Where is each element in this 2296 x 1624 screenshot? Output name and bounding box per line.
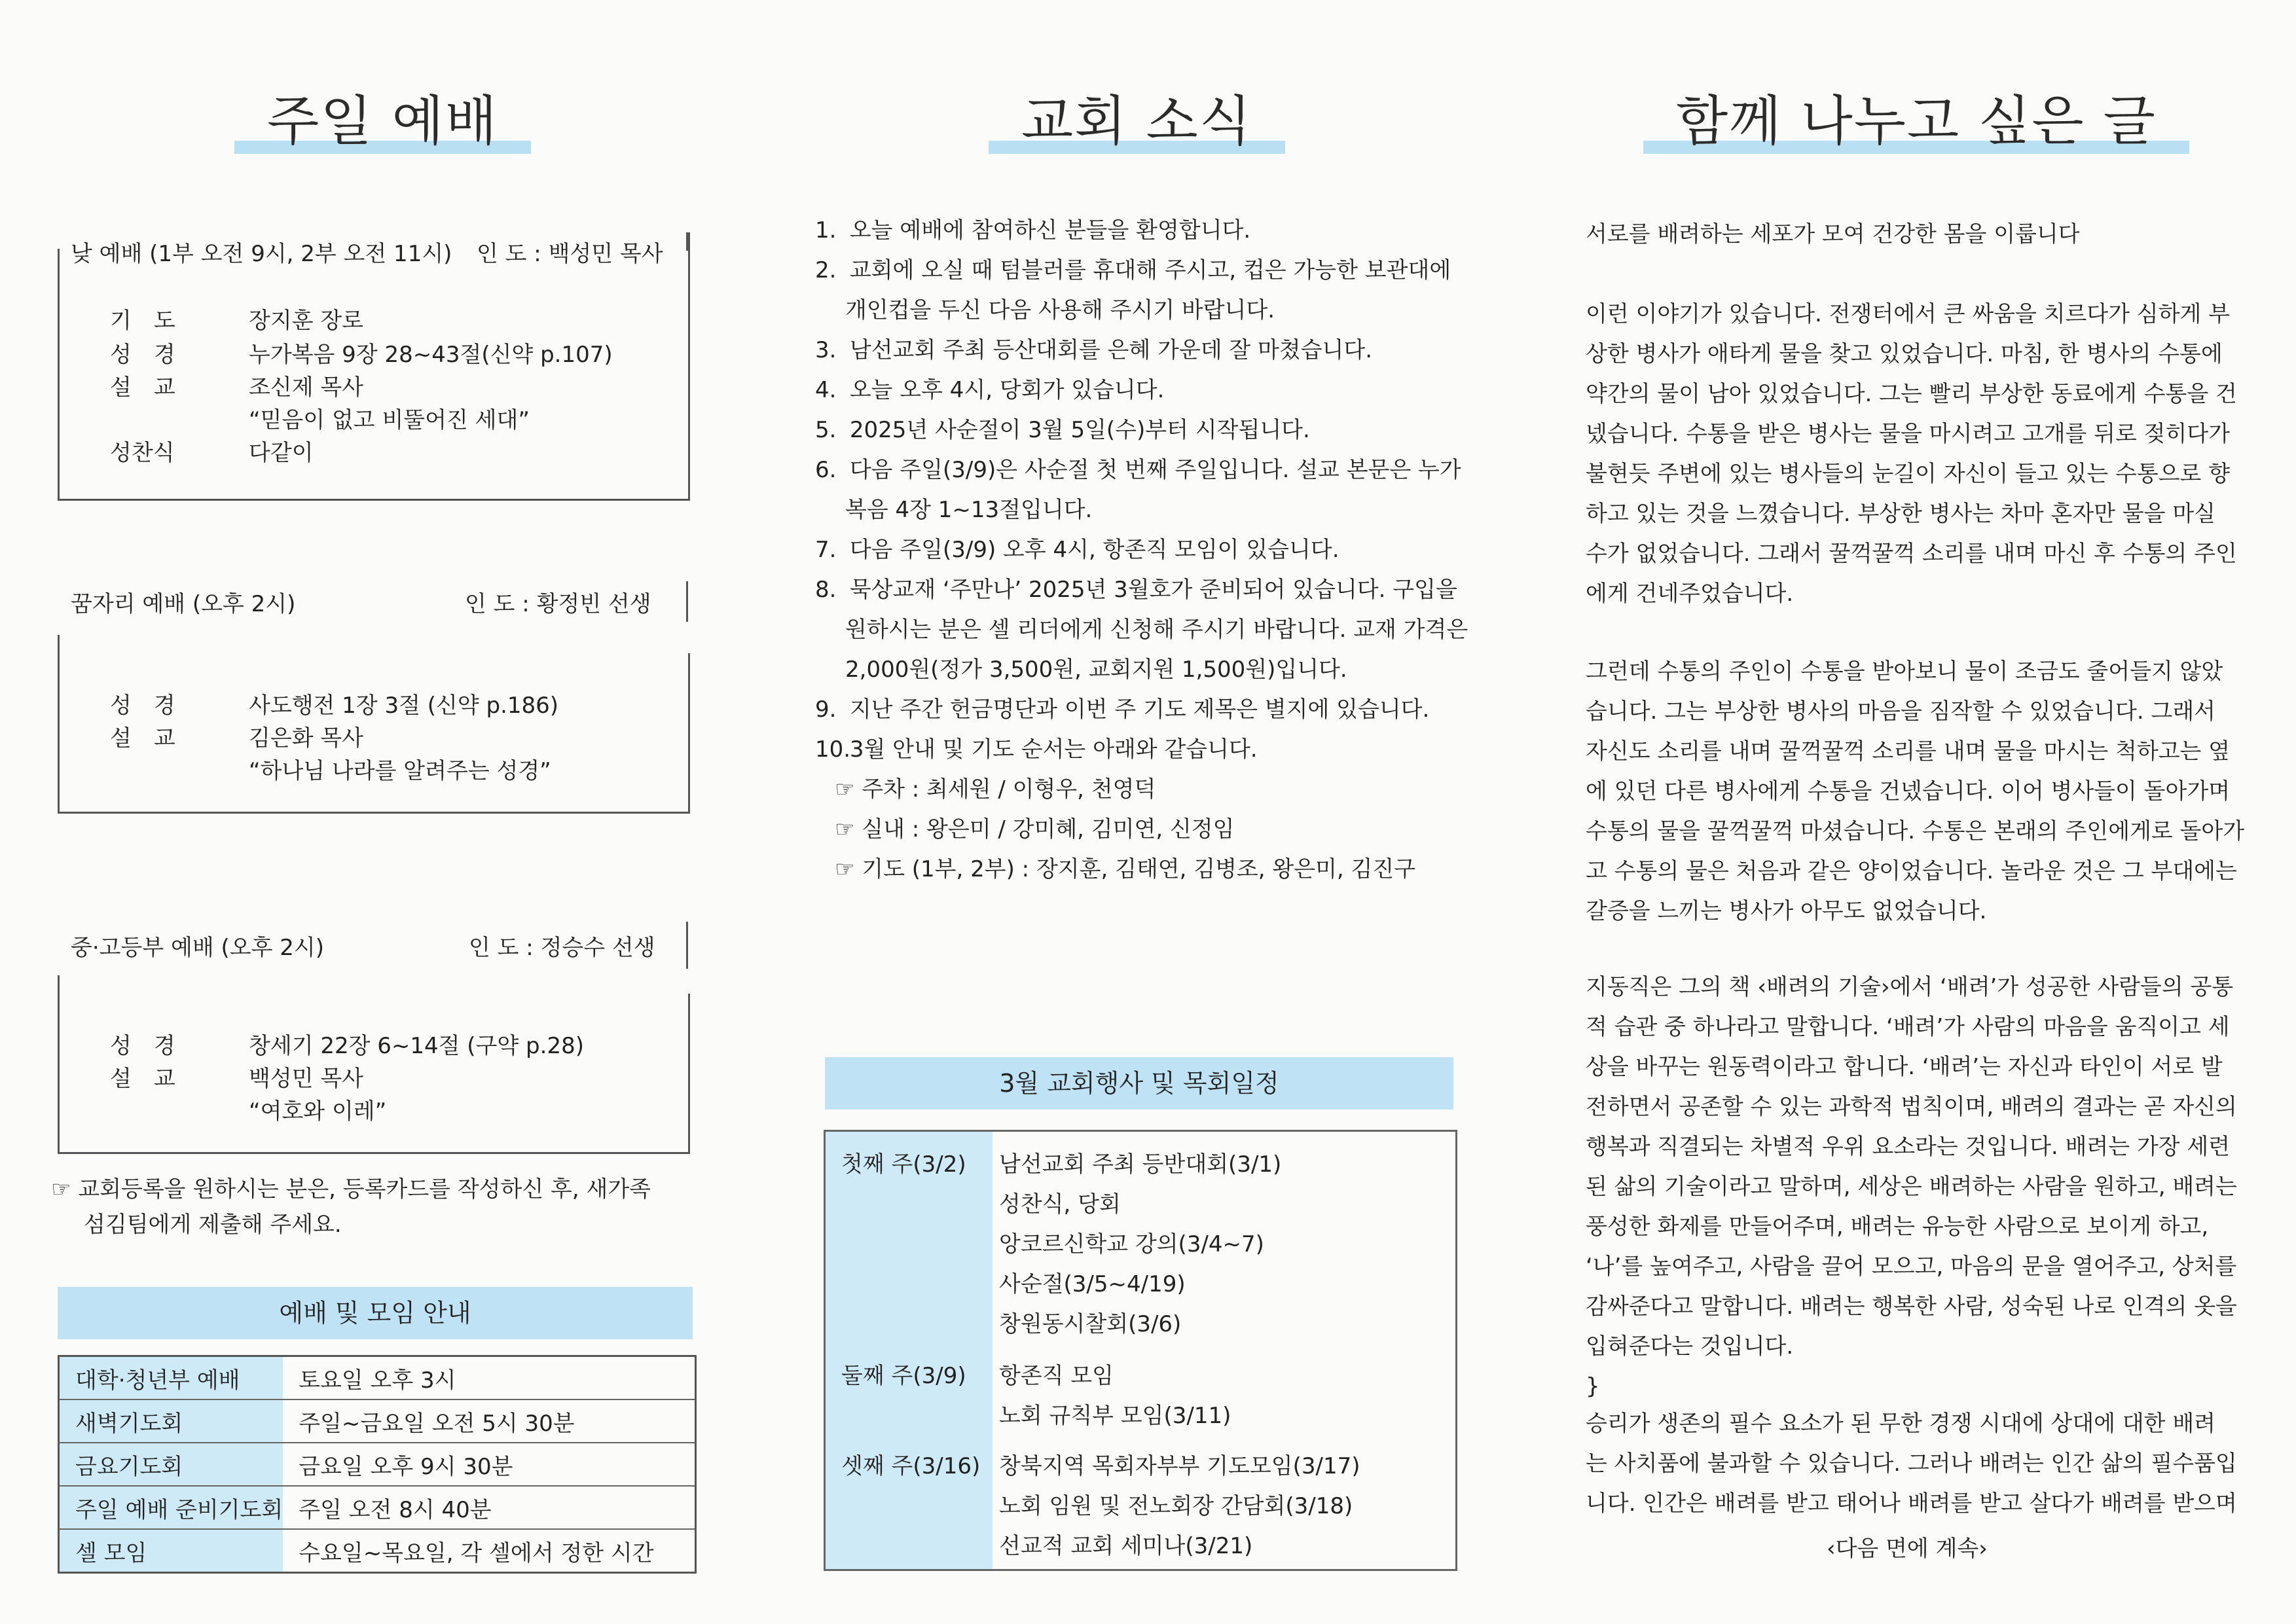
schedule-event: 항존직 모임: [999, 1363, 1114, 1389]
meeting-name: 새벽기도회: [59, 1399, 283, 1443]
news-line: [815, 251, 1468, 291]
row-label: 기 도: [110, 308, 175, 334]
essay-paragraph-1: [1586, 295, 2257, 614]
news-text: 지난 주간 헌금명단과 이번 주 기도 제목은 별지에 있습니다.: [849, 696, 1430, 723]
news-text: 교회에 오실 때 텀블러를 휴대해 주시고, 컵은 가능한 보관대에: [849, 257, 1451, 283]
news-text: 다음 주일(3/9) 오후 4시, 항존직 모임이 있습니다.: [849, 537, 1339, 563]
essay-line: 습니다. 그는 부상한 병사의 마음을 짐작할 수 있었습니다. 그래서: [1586, 698, 2216, 725]
meeting-time: 금요일 오후 9시 30분: [283, 1443, 695, 1486]
page-title-news: 교회 소식: [1021, 90, 1252, 153]
row-label: 설 교: [110, 374, 175, 401]
news-text: 묵상교재 ‘주만나’ 2025년 3월호가 준비되어 있습니다. 구입을: [849, 577, 1457, 603]
news-text: 남선교회 주최 등산대회를 은혜 가운데 잘 마쳤습니다.: [849, 337, 1373, 363]
essay-line: 풍성한 화제를 만들어주며, 배려는 유능한 사람으로 보이게 하고,: [1586, 1214, 2209, 1240]
row-label: 설 교: [110, 725, 175, 751]
row-label: 성찬식: [110, 440, 175, 466]
frame-line: [686, 581, 688, 622]
youth-row-0: [110, 1028, 175, 1060]
essay-line: 그런데 수통의 주인이 수통을 받아보니 물이 조금도 줄어들지 않았: [1586, 659, 2223, 685]
note-line: ☞ 교회등록을 원하시는 분은, 등록카드를 작성하신 후, 새가족: [51, 1176, 651, 1202]
news-num: 1.: [815, 217, 837, 244]
day-row-0: [110, 302, 175, 334]
day-row-2-val: 조신제 목사: [249, 374, 364, 401]
news-num: 5.: [815, 417, 837, 443]
schedule-event: 창원동시찰회(3/6): [999, 1311, 1182, 1337]
news-num: 7.: [815, 537, 837, 563]
day-row-3-val: “믿음이 없고 비뚤어진 세대”: [249, 407, 530, 433]
day-row-4-val: 다같이: [249, 440, 314, 466]
kids-service-heading: 꿈자리 예배 (오후 2시): [71, 591, 296, 617]
youth-service-leader: 인 도 : 정승수 선생: [469, 935, 655, 961]
youth-row-2-val: “여호와 이레”: [249, 1098, 387, 1125]
essay-subtitle: 서로를 배려하는 세포가 모여 건강한 몸을 이룹니다: [1586, 221, 2080, 247]
day-row-1: [110, 336, 175, 369]
kids-row-2-val: “하나님 나라를 알려주는 성경”: [249, 758, 551, 784]
registration-note: [51, 1172, 706, 1242]
news-text: 복음 4장 1~13절입니다.: [845, 497, 1093, 523]
news-text: 개인컵을 두신 다음 사용해 주시기 바랍니다.: [845, 297, 1275, 323]
day-row-1-val: 누가복음 9장 28~43절(신약 p.107): [249, 342, 613, 368]
schedule-event: 창북지역 목회자부부 기도모임(3/17): [999, 1453, 1360, 1479]
essay-line: 약간의 물이 남아 있었습니다. 그는 빨리 부상한 동료에게 수통을 건: [1586, 381, 2237, 407]
news-text: 원하시는 분은 셀 리더에게 신청해 주시기 바랍니다. 교재 가격은: [845, 617, 1468, 643]
day-service-heading: 낮 예배 (1부 오전 9시, 2부 오전 11시): [71, 241, 452, 267]
schedule-event: 성찬식, 당회: [999, 1191, 1121, 1218]
schedule-event: 앙코르신학교 강의(3/4~7): [999, 1231, 1264, 1257]
essay-line: 수통의 물을 꿀꺽꿀꺽 마셨습니다. 수통은 본래의 주인에게로 돌아가: [1586, 818, 2245, 844]
page-title-essay: 함께 나누고 싶은 글: [1676, 90, 2157, 153]
meeting-name: 대학·청년부 예배: [59, 1356, 283, 1400]
news-text: 2,000원(정가 3,500원, 교회지원 1,500원)입니다.: [845, 657, 1347, 683]
schedule-title-bar: 3월 교회행사 및 목회일정: [825, 1057, 1453, 1110]
day-row-2: [110, 369, 175, 401]
middle-title-wrap: [989, 79, 1285, 155]
essay-line: 행복과 직결되는 차별적 우위 요소라는 것입니다. 배려는 가장 세련: [1586, 1134, 2231, 1160]
essay-line: 전하면서 공존할 수 있는 과학적 법칙이며, 배려의 결과는 곧 자신의: [1586, 1094, 2237, 1120]
row-label: 설 교: [110, 1066, 175, 1092]
table-row: [59, 1356, 696, 1400]
essay-line: 된 삶의 기술이라고 말하며, 세상은 배려하는 사람을 원하고, 배려는: [1586, 1174, 2237, 1200]
news-text: 다음 주일(3/9)은 사순절 첫 번째 주일입니다. 설교 본문은 누가: [849, 457, 1461, 483]
table-row: [59, 1399, 696, 1443]
meeting-name: 셀 모임: [59, 1529, 283, 1573]
essay-line: 상을 바꾸는 원동력이라고 합니다. ‘배려’는 자신과 타인이 서로 발: [1586, 1054, 2223, 1080]
essay-line: 니다. 인간은 배려를 받고 태어나 배려를 받고 살다가 배려를 받으며: [1586, 1490, 2237, 1517]
essay-line: 이런 이야기가 있습니다. 전쟁터에서 큰 싸움을 치르다가 심하게 부: [1586, 301, 2231, 327]
news-text: 오늘 예배에 참여하신 분들을 환영합니다.: [849, 217, 1251, 244]
kids-row-1: [110, 720, 175, 752]
essay-line: 승리가 생존의 필수 요소가 된 무한 경쟁 시대에 상대에 대한 배려: [1586, 1411, 2216, 1437]
news-line: [815, 211, 1468, 251]
news-line: [815, 530, 1468, 570]
youth-row-0-val: 창세기 22장 6~14절 (구약 p.28): [249, 1033, 584, 1059]
duty-line: ☞ 실내 : 왕은미 / 강미혜, 김미연, 신정임: [835, 816, 1235, 842]
essay-line: 고 수통의 물은 처음과 같은 양이었습니다. 놀라운 것은 그 부대에는: [1586, 858, 2237, 884]
meeting-time: 주일 오전 8시 40분: [283, 1486, 695, 1529]
meeting-time: 토요일 오후 3시: [283, 1356, 695, 1400]
essay-line: 상한 병사가 애타게 물을 찾고 있었습니다. 마침, 한 병사의 수통에: [1586, 341, 2223, 367]
essay-line: 에 있던 다른 병사에게 수통을 건넸습니다. 이어 병사들이 돌아가며: [1586, 778, 2231, 804]
essay-line: ‘나’를 높여주고, 사람을 끌어 모으고, 마음의 문을 열어주고, 상처를: [1586, 1254, 2237, 1280]
news-text: 오늘 오후 4시, 당회가 있습니다.: [849, 377, 1165, 403]
schedule-event: 사순절(3/5~4/19): [999, 1271, 1186, 1297]
kids-row-0: [110, 687, 175, 719]
table-row: [59, 1486, 696, 1529]
news-num: 3.: [815, 337, 837, 363]
kids-service-leader: 인 도 : 황정빈 선생: [465, 591, 651, 617]
note-line: 섬김팀에게 제출해 주세요.: [84, 1212, 342, 1238]
essay-line: 불현듯 주변에 있는 병사들의 눈길이 자신이 들고 있는 수통으로 향: [1586, 461, 2231, 487]
duty-line: ☞ 기도 (1부, 2부) : 장지훈, 김태연, 김병조, 왕은미, 김진구: [835, 856, 1416, 882]
kids-row-0-val: 사도행전 1장 3절 (신약 p.186): [249, 693, 559, 719]
schedule-week-column: [826, 1132, 993, 1569]
news-list: [815, 211, 1468, 890]
essay-line: 는 사치품에 불과할 수 있습니다. 그러나 배려는 인간 삶의 필수품입: [1586, 1451, 2237, 1477]
essay-line: 적 습관 중 하나라고 말합니다. ‘배려’가 사람의 마음을 움직이고 세: [1586, 1014, 2230, 1040]
duty-line: ☞ 주차 : 최세원 / 이형우, 천영덕: [835, 776, 1156, 803]
news-line: [815, 370, 1468, 410]
essay-line: 넸습니다. 수통을 받은 병사는 물을 마시려고 고개를 뒤로 젖히다가: [1586, 421, 2231, 447]
essay-paragraph-2: [1586, 652, 2257, 931]
meetings-title-bar: 예배 및 모임 안내: [58, 1287, 693, 1339]
essay-paragraph-3: 지동직은 그의 책 ‹배려의 기술›에서 ‘배려’가 성공한 사람들의 공통 적 습관 중 하나라고 말합니다. ‘배려’가 사람의 마음을 움직이고 세 상을 바꾸는 원동력이라고 합니다. ‘배려’는 자신과 타인이 서로 발 전하면서 공존할 수 있는 과학적 법칙이며, 배려의 결과는 곧 자신의 행복과 직결되는 차별적 우위 요소라는 것입니다. 배려는 가장 세련 된 삶의 기술이라고 말하며, 세상은 배려하는 사람을 원하고, 배려는 풍성한 화제를 만들어주며, 배려는 유능한 사람으로 보이게 하고, ‘나’를 높여주고, 사람을 끌어 모으고, 마음의 문을 열어주고, 상처를 감싸준다고 말합니다. 배려는 행복한 사람, 성숙된 나로 인격의 옷을 입혀준다는 것입니다. }: [1586, 967, 2257, 1407]
meeting-name: 주일 예배 준비기도회: [59, 1486, 283, 1529]
news-text: 2025년 사순절이 3월 5일(수)부터 시작됩니다.: [849, 417, 1310, 443]
essay-line: 감싸준다고 말합니다. 배려는 행복한 사람, 성숙된 나로 인격의 옷을: [1586, 1293, 2237, 1320]
essay-line: 자신도 소리를 내며 꿀꺽꿀꺽 소리를 내며 물을 마시는 척하고는 옆: [1586, 738, 2231, 765]
meeting-time: 주일~금요일 오전 5시 30분: [283, 1399, 695, 1443]
essay-line: 하고 있는 것을 느꼈습니다. 부상한 병사는 차마 혼자만 물을 마실: [1586, 501, 2216, 527]
news-line: [815, 690, 1468, 730]
essay-line: 입혀준다는 것입니다.: [1586, 1333, 1794, 1360]
row-label: 성 경: [110, 1033, 175, 1059]
right-title-wrap: [1643, 79, 2189, 155]
frame-line: [686, 922, 688, 969]
news-num: 9.: [815, 696, 837, 723]
essay-line: 지동직은 그의 책 ‹배려의 기술›에서 ‘배려’가 성공한 사람들의 공통: [1586, 974, 2234, 1000]
news-num: 10.: [815, 736, 851, 763]
essay-line: 수가 없었습니다. 그래서 꿀꺽꿀꺽 소리를 내며 마신 후 수통의 주인: [1586, 541, 2237, 567]
youth-service-heading: 중·고등부 예배 (오후 2시): [71, 935, 324, 961]
news-num: 6.: [815, 457, 837, 483]
schedule-event: 노회 임원 및 전노회장 간담회(3/18): [999, 1493, 1353, 1519]
essay-line: 갈증을 느끼는 병사가 아무도 없었습니다.: [1586, 898, 1987, 924]
meeting-time: 수요일~목요일, 각 셀에서 정한 시간: [283, 1529, 695, 1573]
schedule-event: 선교적 교회 세미나(3/21): [999, 1533, 1253, 1559]
table-row: [59, 1443, 696, 1486]
left-title-wrap: [234, 79, 531, 155]
day-row-4: [110, 435, 175, 467]
schedule-week: 첫째 주(3/2): [841, 1151, 966, 1178]
essay-paragraph-4: [1586, 1404, 2257, 1524]
row-label: 성 경: [110, 693, 175, 719]
day-row-0-val: 장지훈 장로: [249, 308, 364, 334]
page-title-worship: 주일 예배: [267, 90, 498, 153]
news-line: [815, 570, 1468, 610]
kids-row-1-val: 김은화 목사: [249, 725, 364, 751]
schedule-week: 셋째 주(3/16): [841, 1453, 981, 1479]
news-line: [815, 331, 1468, 370]
continued-note: ‹다음 면에 계속›: [1827, 1536, 1988, 1562]
news-line: [815, 450, 1468, 490]
news-line: [815, 410, 1468, 450]
meeting-name: 금요기도회: [59, 1443, 283, 1486]
row-label: 성 경: [110, 342, 175, 368]
schedule-week: 둘째 주(3/9): [841, 1363, 966, 1389]
news-line: [815, 730, 1468, 770]
news-num: 4.: [815, 377, 837, 403]
meetings-table: [58, 1355, 697, 1574]
schedule-table: [824, 1130, 1457, 1571]
essay-line: 에게 건네주었습니다.: [1586, 581, 1794, 607]
news-num: 2.: [815, 257, 837, 283]
youth-row-1: [110, 1060, 175, 1092]
news-num: 8.: [815, 577, 837, 603]
schedule-event: 남선교회 주최 등반대회(3/1): [999, 1151, 1282, 1178]
youth-row-1-val: 백성민 목사: [249, 1066, 364, 1092]
schedule-event: 노회 규칙부 모임(3/11): [999, 1403, 1231, 1429]
news-text: 3월 안내 및 기도 순서는 아래와 같습니다.: [849, 736, 1258, 763]
table-row: [59, 1529, 696, 1573]
day-service-leader: 인 도 : 백성민 목사: [477, 241, 663, 267]
